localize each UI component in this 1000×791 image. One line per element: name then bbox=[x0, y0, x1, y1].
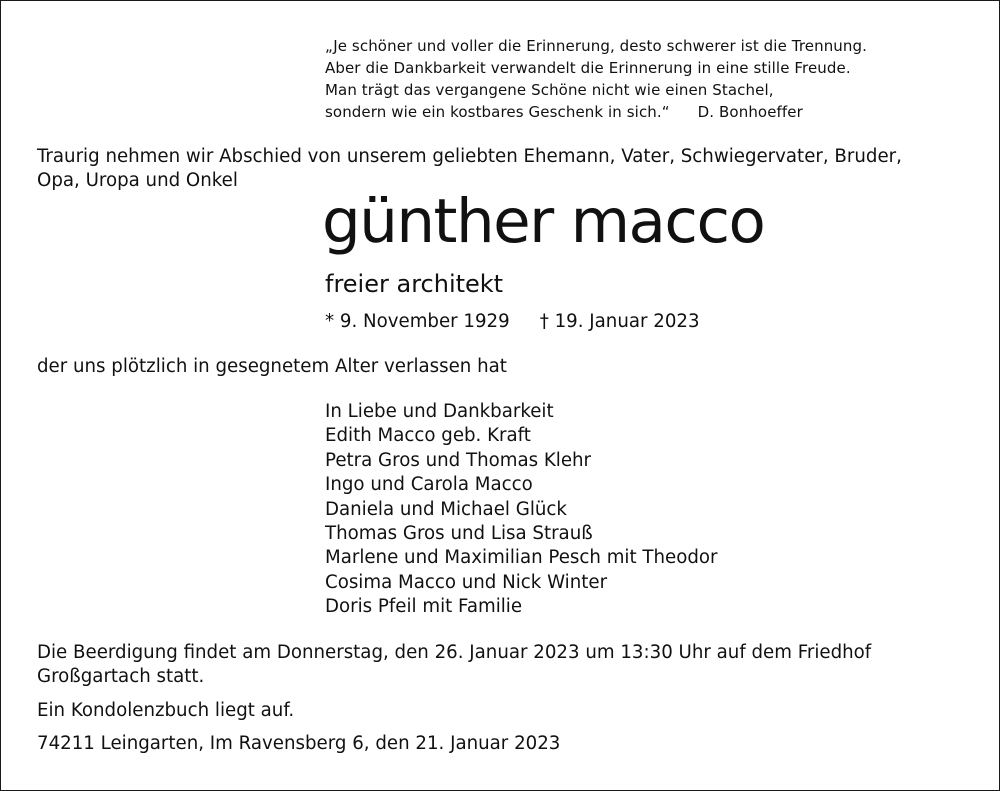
quote-last-line bbox=[325, 101, 867, 123]
quote-line: „Je schöner und voller die Erinnerung, desto schwerer ist die Trennung. bbox=[325, 37, 868, 55]
mourner-line: Petra Gros und Thomas Klehr bbox=[325, 449, 592, 471]
mourner-line: Thomas Gros und Lisa Strauß bbox=[325, 523, 593, 545]
place-and-date: 74211 Leingarten, Im Ravensberg 6, den 21. Januar 2023 bbox=[37, 733, 561, 754]
passing-note: der uns plötzlich in gesegnetem Alter verlassen hat bbox=[37, 356, 507, 377]
life-dates bbox=[325, 310, 700, 334]
mourner-line: Edith Macco geb. Kraft bbox=[325, 425, 531, 447]
intro-line-2: Opa, Uropa und Onkel bbox=[37, 170, 238, 191]
funeral-line-2: Großgartach statt. bbox=[37, 666, 205, 687]
funeral-info bbox=[37, 641, 871, 689]
condolence-note: Ein Kondolenzbuch liegt auf. bbox=[37, 700, 295, 721]
funeral-line-1: Die Beerdigung findet am Donnerstag, den 26. Januar 2023 um 13:30 Uhr auf dem Friedhof bbox=[37, 642, 872, 663]
mourner-line: Cosima Macco und Nick Winter bbox=[325, 571, 608, 593]
birth-date: * 9. November 1929 bbox=[325, 311, 510, 332]
intro-line-1: Traurig nehmen wir Abschied von unserem geliebten Ehemann, Vater, Schwiegervater, Bruder, bbox=[37, 146, 902, 167]
death-date: † 19. Januar 2023 bbox=[539, 311, 700, 332]
bonhoeffer-quote bbox=[325, 35, 867, 123]
mourners-list bbox=[325, 400, 718, 620]
mourner-line: Daniela und Michael Glück bbox=[325, 498, 567, 520]
deceased-name: günther macco bbox=[322, 186, 765, 257]
quote-line: Aber die Dankbarkeit verwandelt die Erinnerung in eine stille Freude. bbox=[325, 59, 851, 77]
deceased-profession: freier architekt bbox=[325, 270, 504, 298]
quote-author: D. Bonhoeffer bbox=[697, 103, 803, 121]
mourner-line: Ingo und Carola Macco bbox=[325, 474, 533, 496]
quote-line: Man trägt das vergangene Schöne nicht wie einen Stachel, bbox=[325, 81, 774, 99]
mourner-line: Doris Pfeil mit Familie bbox=[325, 596, 523, 618]
mourner-line: Marlene und Maximilian Pesch mit Theodor bbox=[325, 547, 718, 569]
mourner-line: In Liebe und Dankbarkeit bbox=[325, 401, 554, 422]
quote-line: sondern wie ein kostbares Geschenk in sich.“ bbox=[325, 103, 670, 121]
